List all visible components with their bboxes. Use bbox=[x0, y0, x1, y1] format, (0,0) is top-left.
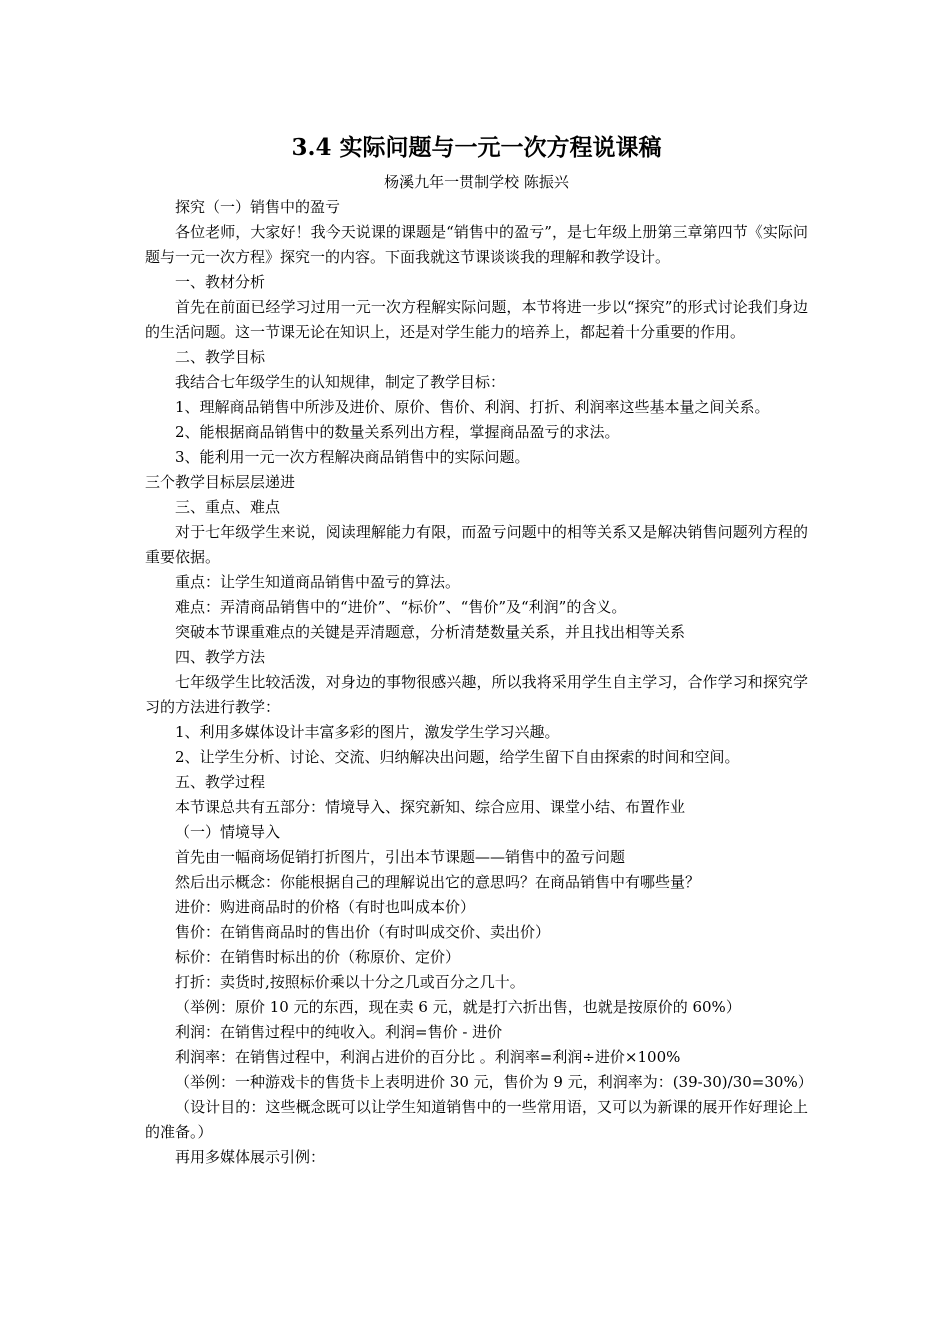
paragraph: 突破本节课重难点的关键是弄清题意，分析清楚数量关系，并且找出相等关系 bbox=[175, 623, 686, 641]
paragraph: 对于七年级学生来说，阅读理解能力有限，而盈亏问题中的相等关系又是解决销售问题列方程的重要依据。 bbox=[145, 523, 808, 566]
document-title: 3.4 实际问题与一元一次方程说课稿 bbox=[291, 134, 662, 161]
list-item: 2、让学生分析、讨论、交流、归纳解决出问题，给学生留下自由探索的时间和空间。 bbox=[175, 748, 740, 766]
section-heading: 二、教学目标 bbox=[175, 348, 266, 366]
paragraph: 本节课总共有五部分：情境导入、探究新知、综合应用、课堂小结、布置作业 bbox=[175, 798, 686, 816]
list-item: 1、理解商品销售中所涉及进价、原价、售价、利润、打折、利润率这些基本量之间关系。 bbox=[175, 398, 770, 416]
design-purpose-note: （设计目的：这些概念既可以让学生知道销售中的一些常用语，又可以为新课的展开作好理论上的准备。） bbox=[145, 1098, 808, 1141]
document-author: 杨溪九年一贯制学校 陈振兴 bbox=[384, 173, 569, 191]
definition-item: 利润：在销售过程中的纯收入。利润=售价 - 进价 bbox=[175, 1023, 503, 1041]
paragraph: 难点：弄清商品销售中的“进价”、“标价”、“售价”及“利润”的含义。 bbox=[175, 598, 627, 616]
section-heading: 四、教学方法 bbox=[175, 648, 266, 666]
paragraph: 首先在前面已经学习过用一元一次方程解实际问题，本节将进一步以“探究”的形式讨论我们身边的生活问题。这一节课无论在知识上，还是对学生能力的培养上，都起着十分重要的作用。 bbox=[145, 298, 808, 341]
paragraph: 我结合七年级学生的认知规律，制定了教学目标： bbox=[175, 373, 506, 391]
paragraph: 各位老师，大家好！我今天说课的课题是“销售中的盈亏”，是七年级上册第三章第四节《实际问题与一元一次方程》探究一的内容。下面我就这节课谈谈我的理解和教学设计。 bbox=[145, 223, 808, 266]
section-heading: 探究（一）销售中的盈亏 bbox=[175, 198, 341, 216]
paragraph: 再用多媒体展示引例： bbox=[175, 1148, 326, 1166]
list-item: 1、利用多媒体设计丰富多彩的图片，激发学生学习兴趣。 bbox=[175, 723, 560, 741]
paragraph: 重点：让学生知道商品销售中盈亏的算法。 bbox=[175, 573, 461, 591]
example-note: （举例：原价 10 元的东西，现在卖 6 元，就是打六折出售，也就是按原价的 60%） bbox=[175, 998, 741, 1016]
paragraph: 然后出示概念：你能根据自己的理解说出它的意思吗？在商品销售中有哪些量？ bbox=[175, 873, 701, 891]
paragraph: 首先由一幅商场促销打折图片，引出本节课题——销售中的盈亏问题 bbox=[175, 848, 626, 866]
section-heading: 一、教材分析 bbox=[175, 273, 266, 291]
section-heading: 三、重点、难点 bbox=[175, 498, 281, 516]
subsection-heading: （一）情境导入 bbox=[175, 823, 281, 841]
definition-item: 打折：卖货时,按照标价乘以十分之几或百分之几十。 bbox=[175, 973, 525, 991]
paragraph: 三个教学目标层层递进 bbox=[145, 473, 296, 491]
definition-item: 售价：在销售商品时的售出价（有时叫成交价、卖出价） bbox=[175, 923, 551, 941]
example-note: （举例：一种游戏卡的售货卡上表明进价 30 元，售价为 9 元，利润率为：(39-30)/30=30%） bbox=[175, 1073, 813, 1091]
paragraph: 七年级学生比较活泼，对身边的事物很感兴趣，所以我将采用学生自主学习，合作学习和探究学习的方法进行教学： bbox=[145, 673, 808, 716]
document-page bbox=[145, 128, 813, 1170]
definition-item: 进价：购进商品时的价格（有时也叫成本价） bbox=[175, 898, 476, 916]
list-item: 2、能根据商品销售中的数量关系列出方程，掌握商品盈亏的求法。 bbox=[175, 423, 620, 441]
definition-item: 标价：在销售时标出的价（称原价、定价） bbox=[175, 948, 461, 966]
definition-item: 利润率：在销售过程中，利润占进价的百分比 。利润率=利润÷进价×100% bbox=[175, 1048, 681, 1066]
list-item: 3、能利用一元一次方程解决商品销售中的实际问题。 bbox=[175, 448, 530, 466]
section-heading: 五、教学过程 bbox=[175, 773, 266, 791]
